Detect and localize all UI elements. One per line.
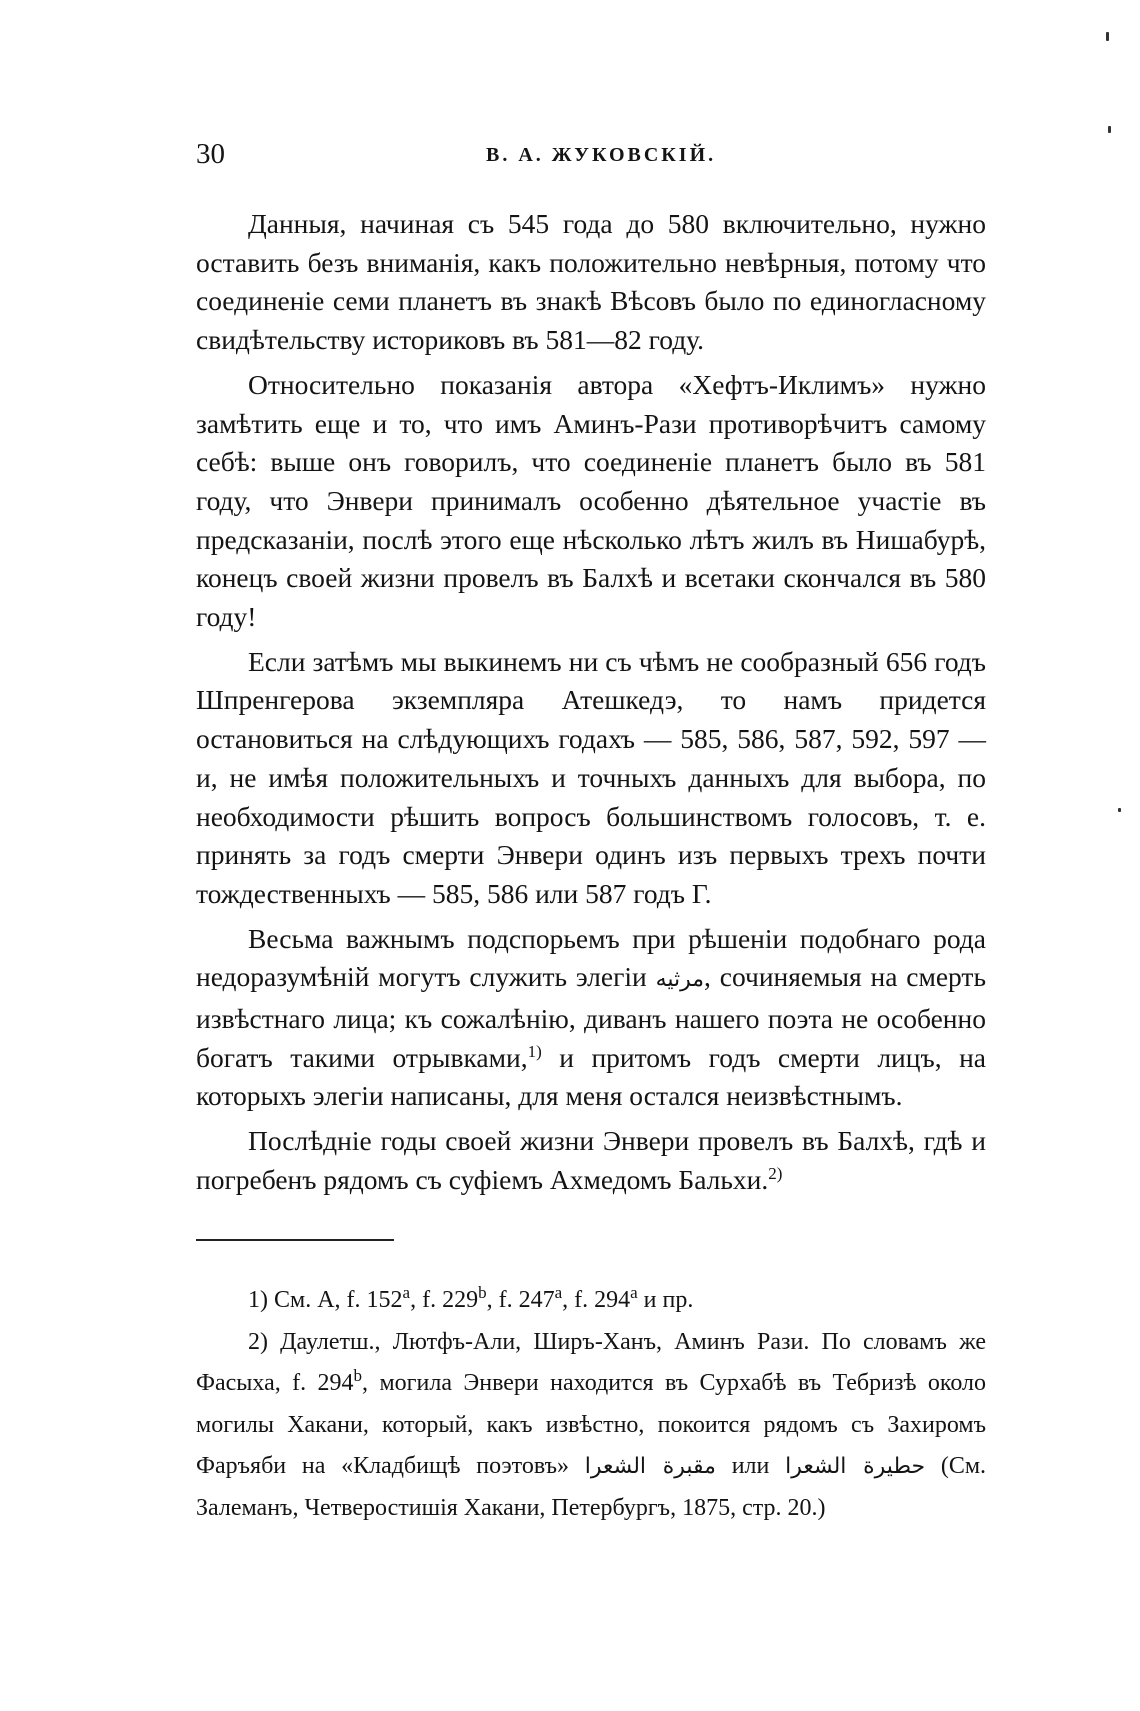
footnote-1-text-d: , f. 294 [562, 1287, 631, 1313]
footnote-2 [196, 1322, 986, 1530]
running-head: В. А. ЖУКОВСКІЙ. [486, 144, 717, 166]
footnote-2-text-a: Даулетш., Лютфъ-Али, Ширъ-Ханъ, Аминъ Рази. По словамъ же Фасыха, f. 294 [196, 1328, 986, 1396]
paragraph-2: Относительно показанія автора «Хефтъ-Иклимъ» нужно замѣтить еще и то, что имъ Аминъ-Рази противорѣчитъ самому себѣ: выше онъ говорилъ, что соединеніе планетъ было въ 581 году, что Энвери принималъ особенно дѣятельное участіе въ предсказаніи, послѣ этого еще нѣсколько лѣтъ жилъ въ Нишабурѣ, конецъ своей жизни провелъ въ Балхѣ и всетаки скончался въ 580 году! [196, 368, 986, 633]
paragraph-4-text-c: и притомъ годъ смерти лицъ, на которыхъ элегіи написаны, для меня остался неизвѣстнымъ. [196, 1041, 986, 1112]
footnotes [196, 1280, 986, 1529]
paragraph-5 [196, 1122, 986, 1199]
main-text [196, 205, 986, 1200]
footnote-1-text-b: , f. 229 [410, 1287, 479, 1313]
paragraph-3: Если затѣмъ мы выкинемъ ни съ чѣмъ не сообразный 656 годъ Шпренгерова экземпляра Атешкедэ, то намъ придется остановиться на слѣдующихъ годахъ — 585, 586, 587, 592, 597 — и, не имѣя положительныхъ и точныхъ данныхъ для выбора, по необходимости рѣшить вопросъ большинствомъ голосовъ, т. е. принять за годъ смерти Энвери одинъ изъ первыхъ трехъ почти тождественныхъ — 585, 586 или 587 годъ Г. [196, 645, 986, 909]
page-number: 30 [196, 138, 225, 170]
footnote-ref-2: 2) [768, 1163, 783, 1183]
footnote-1-sup-a: a [402, 1283, 411, 1302]
footnote-1-text-a: См. А, f. 152 [268, 1287, 403, 1313]
footnote-2-sup-a: b [353, 1366, 363, 1385]
paragraph-5-text: Послѣдніе годы своей жизни Энвери провелъ въ Балхѣ, гдѣ и погребенъ рядомъ съ суфіемъ Ахмедомъ Бальхи. [196, 1125, 986, 1195]
print-speck-2 [1108, 126, 1111, 133]
arabic-word-marsiyah: مرثيه [655, 967, 705, 993]
paragraph-4-text-a: Весьма важнымъ подспорьемъ при рѣшеніи подобнаго рода недоразумѣній могутъ служить элегіи [196, 922, 986, 993]
footnote-divider [196, 1239, 394, 1241]
footnote-1-text-c: , f. 247 [486, 1287, 555, 1313]
footnote-2-text-b: , могила Энвери находится въ Сурхабѣ въ Тебризѣ около могилы Хакани, который, какъ извѣстно, покоится рядомъ съ Захиромъ Фаръяби на «Кладбищѣ поэтовъ» [196, 1370, 986, 1479]
footnote-ref-1: 1) [527, 1041, 542, 1061]
paragraph-1: Данныя, начиная съ 545 года до 580 включительно, нужно оставить безъ вниманія, какъ положительно невѣрныя, потому что соединеніе семи планетъ въ знакѣ Вѣсовъ было по единогласному свидѣтельству историковъ въ 581—82 году. [196, 208, 986, 356]
footnote-2-marker: 2) [248, 1328, 268, 1355]
footnote-1-sup-b: b [478, 1283, 487, 1302]
footnote-1-sup-d: a [630, 1283, 638, 1302]
footnote-1-marker: 1) [248, 1287, 268, 1313]
arabic-phrase-maqbarat: مقبرة الشعرا [584, 1454, 716, 1479]
paragraph-4-text-b: , сочиняемыя на смерть извѣстнаго лица; къ сожалѣнію, диванъ нашего поэта не особенно богатъ такими отрывками, [196, 961, 986, 1073]
page-header [196, 138, 986, 178]
footnote-1-text-e: и пр. [637, 1287, 694, 1313]
arabic-phrase-hatirat: حطيرة الشعرا [785, 1454, 926, 1479]
footnote-2-text-d: (См. Залеманъ, Четверостишія Хакани, Петербургъ, 1875, стр. 20.) [196, 1453, 987, 1521]
paragraph-4 [196, 920, 986, 1117]
print-speck-1 [1106, 32, 1109, 41]
print-speck-3 [1118, 808, 1121, 812]
footnote-1-sup-c: a [554, 1283, 563, 1302]
footnote-1 [196, 1280, 986, 1322]
footnote-2-text-c: или [715, 1453, 786, 1479]
